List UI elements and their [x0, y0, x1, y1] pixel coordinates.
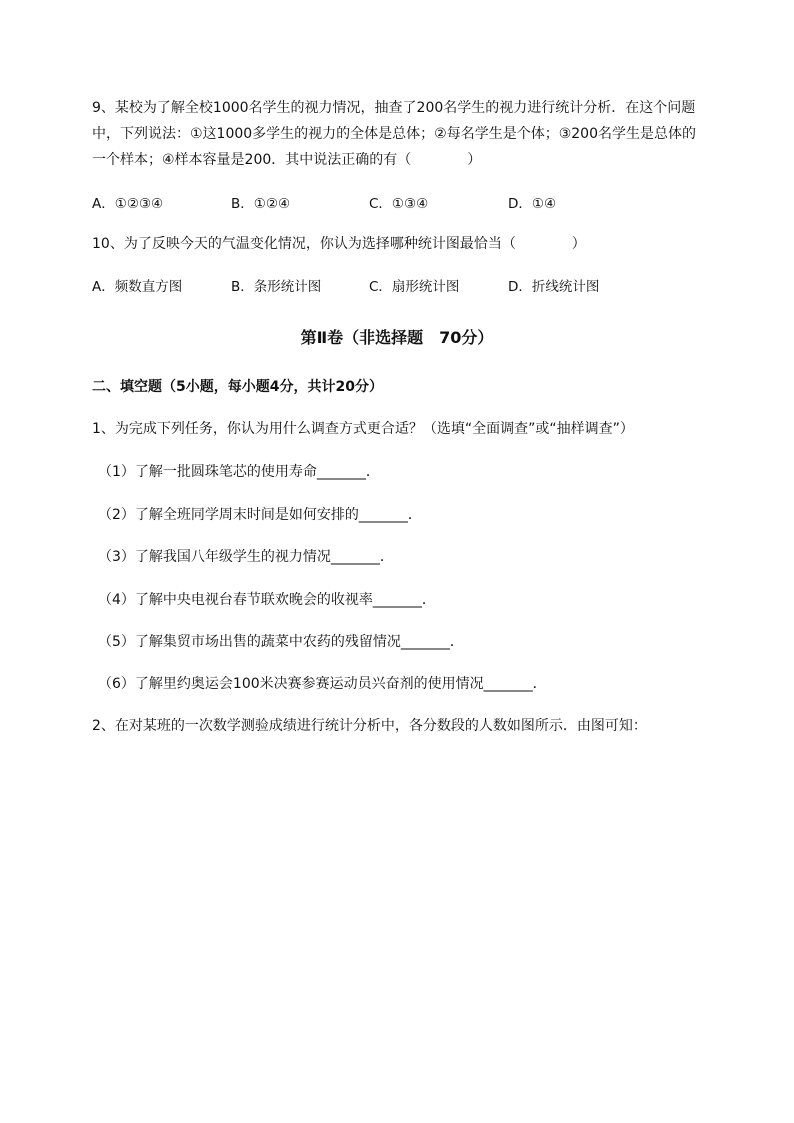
part-two-title: 第Ⅱ卷（非选择题 70分） [300, 328, 494, 347]
fill1-item-5: （5）了解集贸市场出售的蔬菜中农药的残留情况_______． [98, 634, 464, 650]
section-two-heading: 二、填空题（5小题，每小题4分，共计20分） [92, 379, 383, 395]
q10-option-a: A．频数直方图 [92, 279, 183, 295]
q10-option-c: C．扇形统计图 [369, 279, 460, 295]
fill2-stem: 2、在对某班的一次数学测验成绩进行统计分析中，各分数段的人数如图所示．由图可知： [92, 718, 647, 734]
fill1-item-4: （4）了解中央电视台春节联欢晚会的收视率_______． [98, 592, 436, 608]
q9-line-3: 一个样本；④样本容量是200．其中说法正确的有（ ） [92, 152, 482, 168]
q10-question: 10、为了反映今天的气温变化情况，你认为选择哪种统计图最恰当（ ） [92, 236, 586, 252]
fill1-item-2: （2）了解全班同学周末时间是如何安排的_______． [98, 507, 422, 523]
q9-option-b: B．①②④ [231, 196, 291, 212]
fill1-stem: 1、为完成下列任务，你认为用什么调查方式更合适？（选填“全面调查”或“抽样调查”） [92, 421, 634, 437]
fill1-item-6: （6）了解里约奥运会100米决赛参赛运动员兴奋剂的使用情况_______． [98, 676, 547, 692]
q9-option-c: C．①③④ [369, 196, 429, 212]
q10-option-b: B．条形统计图 [231, 279, 322, 295]
fill1-item-1: （1）了解一批圆珠笔芯的使用寿命_______． [98, 464, 380, 480]
q9-option-d: D．①④ [508, 196, 557, 212]
fill1-item-3: （3）了解我国八年级学生的视力情况_______． [98, 549, 394, 565]
q9-option-a: A．①②③④ [92, 196, 164, 212]
q10-option-d: D．折线统计图 [508, 279, 600, 295]
q9-line-2: 中，下列说法：①这1000多学生的视力的全体是总体；②每名学生是个体；③200名学生是总体的 [92, 126, 697, 142]
q9-line-1: 9、某校为了解全校1000名学生的视力情况，抽查了200名学生的视力进行统计分析．在这个问题 [92, 100, 696, 116]
